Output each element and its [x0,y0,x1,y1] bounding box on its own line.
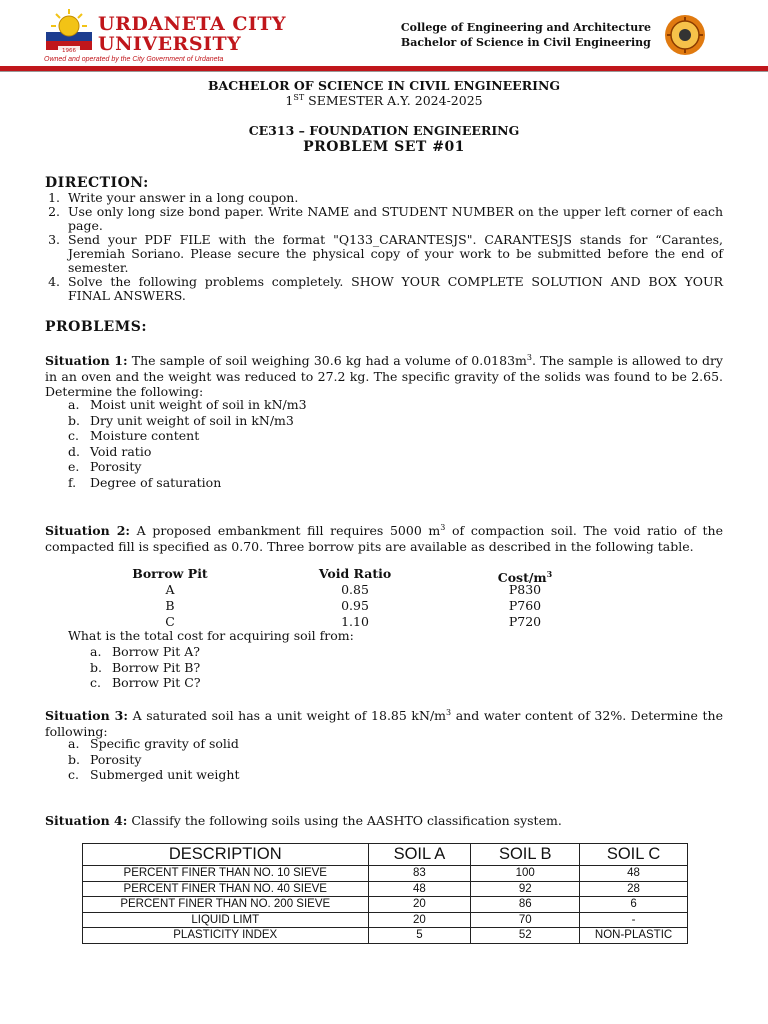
table-row: PLASTICITY INDEX 5 52 NON-PLASTIC [83,928,688,944]
situation-1-items [68,397,307,490]
list-item: a. Specific gravity of solid [68,736,239,751]
table-header: SOIL B [471,844,580,866]
table-cell: B [165,598,175,613]
table-cell: C [165,614,175,629]
table-cell: P830 [508,582,542,597]
university-name [98,14,286,54]
situation-2-question: What is the total cost for acquiring soil from: [68,628,354,643]
problem-set-title: PROBLEM SET #01 [303,139,465,155]
list-item: a. Moist unit weight of soil in kN/m3 [68,397,307,412]
list-item: c. Submerged unit weight [68,767,240,782]
list-item: 1. Write your answer in a long coupon. [48,190,299,205]
borrow-pit-table [0,566,768,630]
aashto-table [82,843,688,944]
list-item: 4. Solve the following problems completely. SHOW YOUR COMPLETE SOLUTION AND BOX YOUR FINAL ANSWERS. [48,274,723,303]
table-header: SOIL C [580,844,688,866]
table-row: PERCENT FINER THAN NO. 200 SIEVE 20 86 6 [83,897,688,913]
list-item: b. Porosity [68,751,142,767]
logo-year: 1966 [62,48,76,54]
list-item: a. Borrow Pit A? [90,644,200,659]
college-name: College of Engineering and Architecture [400,21,651,34]
direction-heading: DIRECTION: [45,175,149,191]
university-logo [44,6,94,54]
situation-3-items [68,736,239,783]
cost-header: Cost/$m^3$ [497,569,553,586]
situation-1-text: Situation 1: The sample of soil weighing 30.6 kg had a volume of $0.0183m^3$. The sample is allowed to dry in an oven and the weight was reduced to 27.2 kg. The specific gravity of the solids was found to be 2.65. Determine the following: [45,353,723,400]
list-item: b. Dry unit weight of soil in kN/m3 [68,412,294,428]
void-ratio-header: Void Ratio [318,566,392,581]
list-item: d. Void ratio [68,443,152,459]
list-item: c. Moisture content [68,428,200,443]
owned-by-text: Owned and operated by the City Government of Urdaneta [44,56,224,63]
university-name-line2: UNIVERSITY [98,33,242,55]
situation-2-text: Situation 2: A proposed embankment fill requires 5000 $m^3$ of compaction soil. The void ratio of the compacted fill is specified as 0.70. Three borrow pits are available as described in the following table. [45,523,723,554]
list-item: 2. Use only long size bond paper. Write NAME and STUDENT NUMBER on the upper left corner of each page. [48,204,723,233]
table-cell: A [165,582,175,597]
college-seal-icon [664,14,706,56]
table-header: SOIL A [368,844,471,866]
list-item: b. Borrow Pit B? [90,659,201,675]
situation-2-items [90,644,201,691]
table-cell: P760 [508,598,542,613]
table-row: PERCENT FINER THAN NO. 10 SIEVE 83 100 48 [83,866,688,882]
table-cell: 0.85 [341,582,369,597]
course-title: CE313 – FOUNDATION ENGINEERING [248,123,520,138]
problems-heading: PROBLEMS: [45,319,147,335]
borrow-pit-header: Borrow Pit [132,566,208,581]
program-title: BACHELOR OF SCIENCE IN CIVIL ENGINEERING [207,78,561,93]
table-cell: P720 [508,614,542,629]
direction-list [45,191,723,303]
situation-4-text: Situation 4: Classify the following soils using the AASHTO classification system. [45,813,562,828]
table-header-row [83,844,688,866]
program-name: Bachelor of Science in Civil Engineering [400,36,651,49]
table-cell: 1.10 [341,614,369,629]
situation-3-text: Situation 3: A saturated soil has a unit weight of 18.85 $kN/m^3$ and water content of 32%. Determine the following: [45,708,723,739]
semester-line: 1ST SEMESTER A.Y. 2024-2025 [285,93,483,109]
college-info [401,20,651,50]
table-row: PERCENT FINER THAN NO. 40 SIEVE 48 92 28 [83,881,688,897]
list-item: 3. Send your PDF FILE with the format "Q133_CARANTESJS". CARANTESJS stands for “Carantes, Jeremiah Soriano. Please secure the physical copy of your work to be submitted before the end of semester. [48,232,723,275]
table-cell: 0.95 [341,598,369,613]
list-item: f. Degree of saturation [68,474,222,490]
list-item: e. Porosity [68,459,142,474]
university-name-line1: URDANETA CITY [98,13,287,35]
header-divider-thin [0,71,768,72]
table-header: DESCRIPTION [83,844,369,866]
table-row: LIQUID LIMT 20 70 - [83,912,688,928]
list-item: c. Borrow Pit C? [90,675,201,690]
